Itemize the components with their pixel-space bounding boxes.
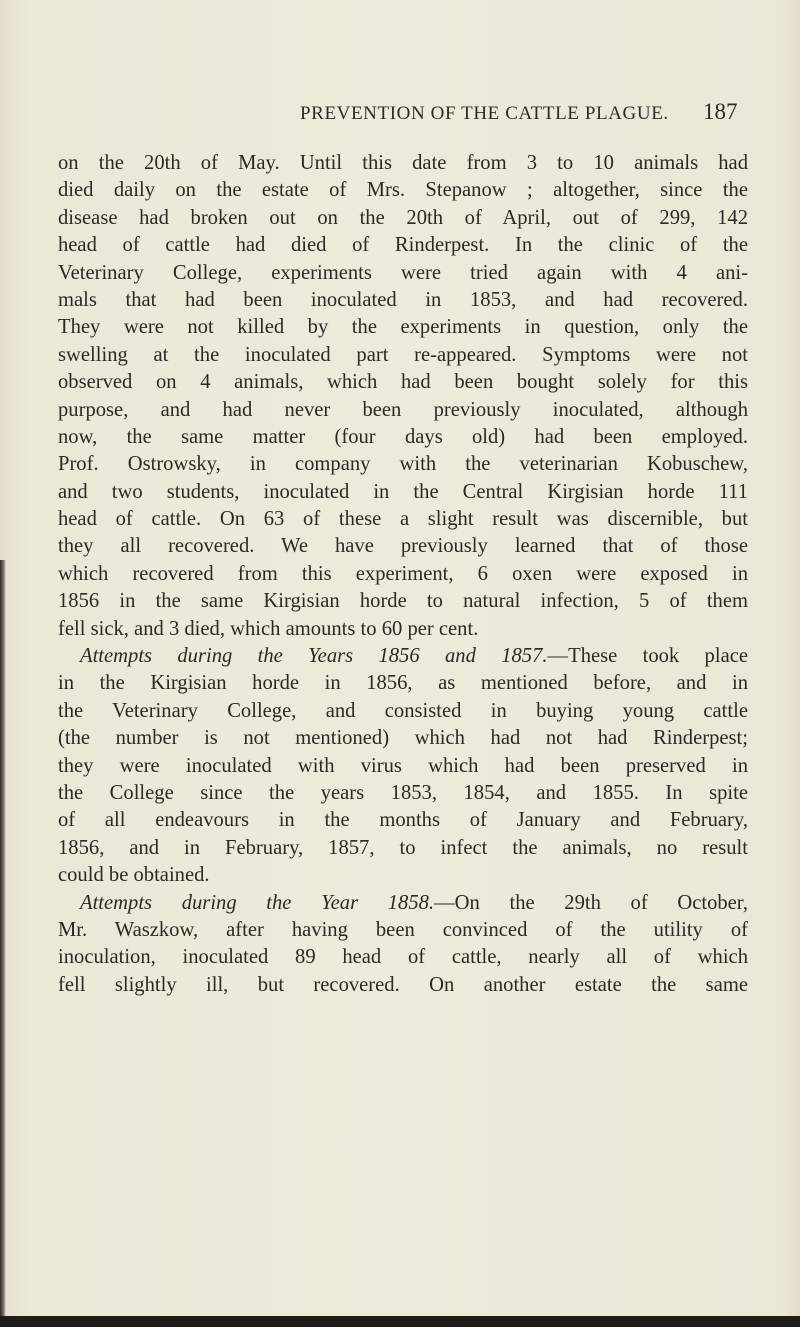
text-line: fell sick, and 3 died, which amounts to 60 per cent. [58, 617, 479, 640]
text-line: swelling at the inoculated part re-appeared. Symptoms were not [58, 343, 748, 366]
page-bottom-edge [0, 1316, 800, 1327]
text-line: they all recovered. We have previously learned that of those [58, 535, 748, 558]
text-line: head of cattle had died of Rinderpest. In the clinic of the [58, 234, 748, 257]
text-line: could be obtained. [58, 864, 210, 887]
text-line: head of cattle. On 63 of these a slight result was discernible, but [58, 508, 748, 531]
body-text [58, 150, 748, 999]
text-line: of all endeavours in the months of January and February, [58, 809, 748, 832]
text-line: Prof. Ostrowsky, in company with the veterinarian Kobuschew, [58, 453, 748, 476]
text-line: disease had broken out on the 20th of April, out of 299, 142 [58, 206, 748, 229]
text-line: fell slightly ill, but recovered. On another estate the same [58, 973, 748, 996]
text-line: observed on 4 animals, which had been bought solely for this [58, 371, 748, 394]
running-head: PREVENTION OF THE CATTLE PLAGUE. [300, 103, 669, 124]
page-header [0, 99, 800, 133]
section-heading-1856-1857: Attempts during the Years 1856 and 1857. [80, 645, 548, 668]
text-line: inoculation, inoculated 89 head of cattle, nearly all of which [58, 946, 748, 969]
text-line: Veterinary College, experiments were tried again with 4 ani- [58, 261, 748, 284]
text-line: Mr. Waszkow, after having been convinced of the utility of [58, 918, 748, 941]
text-line: they were inoculated with virus which had been preserved in [58, 754, 748, 777]
text-line: purpose, and had never been previously inoculated, although [58, 398, 748, 421]
text-line: They were not killed by the experiments in question, only the [58, 316, 748, 339]
text-line: and two students, inoculated in the Central Kirgisian horde 111 [58, 480, 748, 503]
text-line: the College since the years 1853, 1854, and 1855. In spite [58, 781, 748, 804]
text-line: the Veterinary College, and consisted in buying young cattle [58, 699, 748, 722]
heading-continuation: —On the 29th of October, [434, 891, 748, 914]
text-line: which recovered from this experiment, 6 oxen were exposed in [58, 562, 748, 585]
text-line: 1856, and in February, 1857, to infect the animals, no result [58, 836, 748, 859]
section-heading-1858: Attempts during the Year 1858. [80, 891, 435, 914]
paragraph-heading-line [58, 890, 748, 917]
text-line: on the 20th of May. Until this date from 3 to 10 animals had [58, 152, 748, 174]
text-line: now, the same matter (four days old) had been employed. [58, 425, 748, 448]
heading-continuation: —These took place [547, 645, 748, 668]
page-number: 187 [703, 99, 738, 124]
text-line: 1856 in the same Kirgisian horde to natural infection, 5 of them [58, 590, 748, 613]
text-line: died daily on the estate of Mrs. Stepanow ; altogether, since the [58, 179, 748, 202]
binding-gutter [0, 560, 6, 1327]
text-line: in the Kirgisian horde in 1856, as mentioned before, and in [58, 672, 748, 695]
text-line: mals that had been inoculated in 1853, and had recovered. [58, 288, 748, 311]
paragraph-heading-line [58, 643, 748, 670]
text-line: (the number is not mentioned) which had not had Rinderpest; [58, 727, 748, 750]
